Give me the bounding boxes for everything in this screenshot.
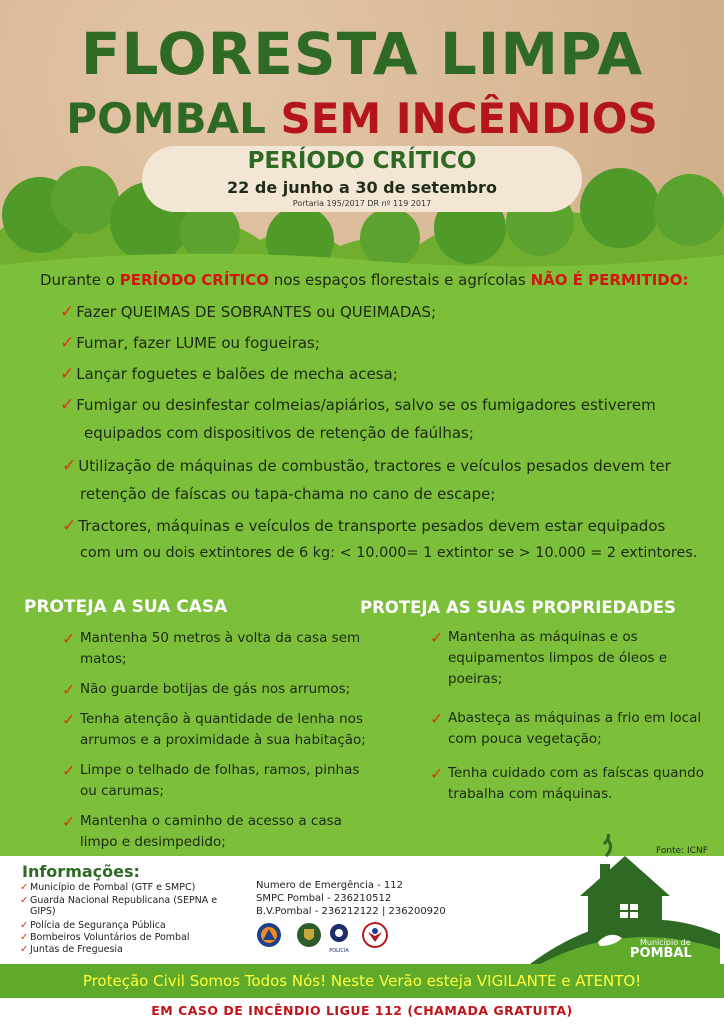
info-text: Polícia de Segurança Pública <box>30 920 166 931</box>
check-icon: ✓ <box>60 302 75 322</box>
title-sem-incendios: SEM INCÊNDIOS <box>280 94 658 143</box>
property-text: com pouca vegetação; <box>448 731 602 747</box>
house-text: Limpe o telhado de folhas, ramos, pinhas <box>80 762 360 778</box>
bombeiros-badge-icon <box>362 922 388 948</box>
info-text: Município de Pombal (GTF e SMPC) <box>30 882 196 893</box>
property-text: equipamentos limpos de óleos e <box>448 650 668 666</box>
house-text: ou carumas; <box>80 783 164 799</box>
house-text: Não guarde botijas de gás nos arrumos; <box>80 681 351 697</box>
psp-badge-icon <box>328 922 350 948</box>
emergency-call-banner <box>0 998 724 1024</box>
property-item <box>430 708 718 750</box>
bv-number: B.V.Pombal - 236212122 | 236200920 <box>256 906 446 917</box>
check-icon: ✓ <box>20 944 29 955</box>
prohibited-text-continued: retenção de faíscas ou tapa-chama no cano de escape; <box>80 485 496 503</box>
check-icon: ✓ <box>62 812 76 831</box>
emergency-number: Numero de Emergência - 112 <box>256 880 404 891</box>
check-icon: ✓ <box>20 920 29 931</box>
slogan-text: Proteção Civil Somos Todos Nós! Neste Verão esteja VIGILANTE e ATENTO! <box>82 972 642 990</box>
house-text: limpo e desimpedido; <box>80 834 226 850</box>
property-item <box>430 763 718 805</box>
house-section-title: PROTEJA A SUA CASA <box>24 597 228 617</box>
house-item <box>62 679 370 700</box>
check-icon: ✓ <box>62 516 77 536</box>
title-pombal-sem-incendios <box>0 94 724 143</box>
property-item <box>430 627 718 690</box>
property-text: Mantenha as máquinas e os <box>448 629 638 645</box>
title-pombal: POMBAL <box>66 94 266 143</box>
check-icon: ✓ <box>60 364 75 384</box>
check-icon: ✓ <box>430 628 444 647</box>
check-icon: ✓ <box>62 680 76 699</box>
property-text: poeiras; <box>448 671 503 687</box>
prohibited-item <box>60 395 656 415</box>
check-icon: ✓ <box>62 761 76 780</box>
info-item <box>20 882 240 893</box>
prohibited-text: Lançar foguetes e balões de mecha acesa; <box>76 365 398 383</box>
info-text: Juntas de Freguesia <box>30 944 123 955</box>
intro-highlight-nao-permitido: NÃO É PERMITIDO: <box>530 271 689 289</box>
prohibited-text: Fumigar ou desinfestar colmeias/apiários, salvo se os fumigadores estiverem <box>76 396 656 414</box>
info-item <box>20 895 240 917</box>
psp-badge-label: POLICIA <box>329 948 349 954</box>
title-floresta-limpa: FLORESTA LIMPA <box>80 20 644 88</box>
prohibited-item <box>60 302 436 322</box>
intro-statement <box>40 271 688 289</box>
check-icon: ✓ <box>20 932 29 943</box>
prohibited-item <box>60 333 320 353</box>
portaria-reference: Portaria 195/2017 DR nº 119 2017 <box>292 199 432 208</box>
property-text: trabalha com máquinas. <box>448 786 613 802</box>
prohibited-text: Fazer QUEIMAS DE SOBRANTES ou QUEIMADAS; <box>76 303 437 321</box>
house-text: Tenha atenção à quantidade de lenha nos <box>80 711 363 727</box>
prohibited-text: Fumar, fazer LUME ou fogueiras; <box>76 334 320 352</box>
house-item <box>62 811 370 853</box>
house-text: Mantenha 50 metros à volta da casa sem <box>80 630 361 646</box>
check-icon: ✓ <box>62 710 76 729</box>
house-item <box>62 760 370 802</box>
intro-part1: Durante o <box>40 271 120 289</box>
intro-part2: nos espaços florestais e agrícolas <box>269 271 531 289</box>
check-icon: ✓ <box>62 456 77 476</box>
municipio-pombal-logo-icon <box>530 834 720 964</box>
periodo-dates: 22 de junho a 30 de setembro <box>227 178 497 197</box>
prohibited-item <box>62 456 671 476</box>
prohibited-item <box>62 516 665 536</box>
prohibited-text: Utilização de máquinas de combustão, tractores e veículos pesados devem ter <box>78 457 671 475</box>
property-text: Abasteça as máquinas a frio em local <box>448 710 702 726</box>
house-item <box>62 709 380 751</box>
check-icon: ✓ <box>60 333 75 353</box>
prohibited-text-continued: com um ou dois extintores de 6 kg: < 10.000= 1 extintor se > 10.000 = 2 extintores. <box>80 545 698 561</box>
info-item <box>20 932 240 943</box>
prohibited-item <box>60 364 398 384</box>
check-icon: ✓ <box>60 395 75 415</box>
source-note: Fonte: ICNF <box>656 846 708 856</box>
info-text: Bombeiros Voluntários de Pombal <box>30 932 190 943</box>
check-icon: ✓ <box>62 629 76 648</box>
smpc-number: SMPC Pombal - 236210512 <box>256 893 392 904</box>
periodo-critico-heading: PERÍODO CRÍTICO <box>247 148 477 174</box>
info-item <box>20 944 240 955</box>
property-section-title: PROTEJA AS SUAS PROPRIEDADES <box>360 598 676 617</box>
prohibited-text: Tractores, máquinas e veículos de transporte pesados devem estar equipados <box>78 517 666 535</box>
house-text: Mantenha o caminho de acesso a casa <box>80 813 342 829</box>
check-icon: ✓ <box>430 764 444 783</box>
info-item <box>20 920 240 931</box>
prohibited-text-continued: equipados com dispositivos de retenção de faúlhas; <box>84 424 474 442</box>
property-text: Tenha cuidado com as faíscas quando <box>448 765 704 781</box>
house-text: matos; <box>80 651 127 667</box>
logo-municipio-label: Município de <box>640 938 691 947</box>
logo-pombal-label: POMBAL <box>630 946 692 961</box>
emergency-call-text: EM CASO DE INCÊNDIO LIGUE 112 (CHAMADA GRATUITA) <box>151 1003 573 1018</box>
check-icon: ✓ <box>430 709 444 728</box>
info-title: Informações: <box>22 862 140 881</box>
protecao-civil-badge-icon <box>256 922 282 948</box>
info-text: Guarda Nacional Republicana (SEPNA e GIPS) <box>30 895 218 917</box>
gnr-badge-icon <box>296 922 322 948</box>
check-icon: ✓ <box>20 882 29 893</box>
slogan-banner <box>0 964 724 998</box>
intro-highlight-periodo: PERÍODO CRÍTICO <box>119 271 270 289</box>
house-item <box>62 628 370 670</box>
house-text: arrumos e a proximidade à sua habitação; <box>80 732 366 748</box>
check-icon: ✓ <box>20 895 29 906</box>
